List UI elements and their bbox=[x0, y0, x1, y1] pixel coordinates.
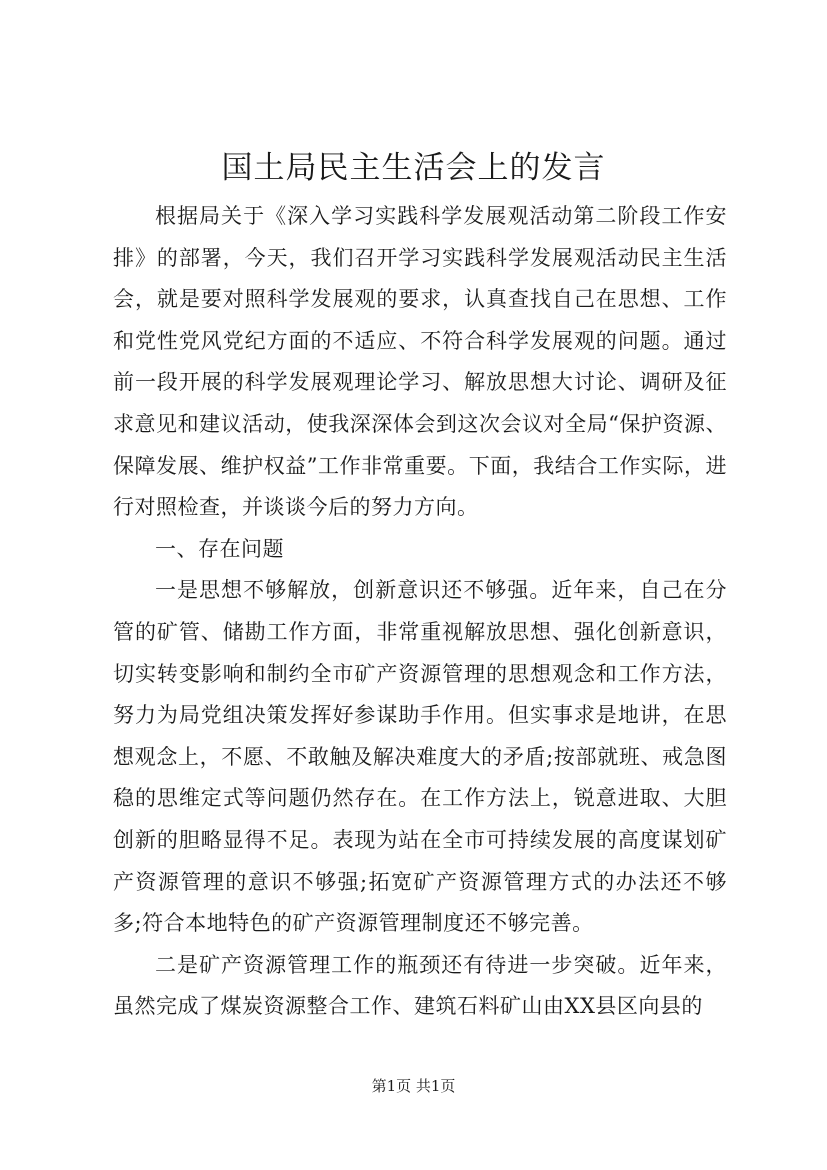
section-heading: 一、存在问题 bbox=[155, 536, 284, 561]
document-body bbox=[113, 196, 727, 1028]
document-title: 国土局民主生活会上的发言 bbox=[221, 150, 606, 186]
problem-one-paragraph: 一是思想不够解放，创新意识还不够强。近年来，自己在分管的矿管、储勘工作方面，非常重视解放思想、强化创新意识，切实转变影响和制约全市矿产资源管理的思想观念和工作方法，努力为局党组决策发挥好参谋助手作用。但实事求是地讲，在思想观念上，不愿、不敢触及解决难度大的矛盾;按部就班、戒急图稳的思维定式等问题仍然存在。在工作方法上，锐意进取、大胆创新的胆略显得不足。表现为站在全市可持续发展的高度谋划矿产资源管理的意识不够强;拓宽矿产资源管理方式的办法还不够多;符合本地特色的矿产资源管理制度还不够完善。 bbox=[113, 578, 727, 936]
intro-paragraph: 根据局关于《深入学习实践科学发展观活动第二阶段工作安排》的部署，今天，我们召开学习实践科学发展观活动民主生活会，就是要对照科学发展观的要求，认真查找自己在思想、工作和党性党风党纪方面的不适应、不符合科学发展观的问题。通过前一段开展的科学发展观理论学习、解放思想大讨论、调研及征求意见和建议活动，使我深深体会到这次会议对全局“保护资源、保障发展、维护权益”工作非常重要。下面，我结合工作实际，进行对照检查，并谈谈今后的努力方向。 bbox=[113, 204, 727, 520]
problem-two-paragraph: 二是矿产资源管理工作的瓶颈还有待进一步突破。近年来，虽然完成了煤炭资源整合工作、建筑石料矿山由XX县区向县的 bbox=[113, 952, 727, 1019]
page-footer: 第1页 共1页 bbox=[371, 1077, 456, 1095]
